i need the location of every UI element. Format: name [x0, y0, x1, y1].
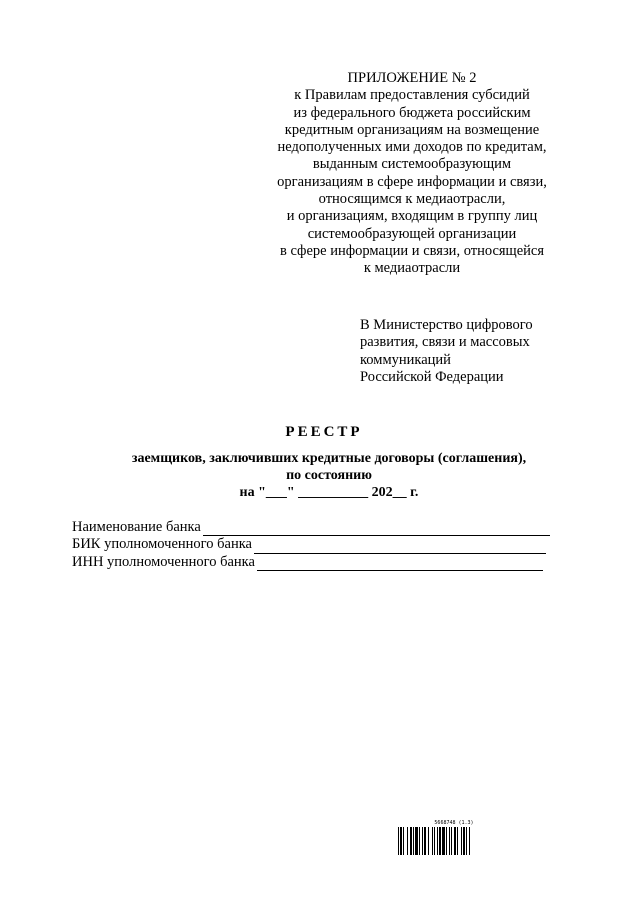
bik-label: БИК уполномоченного банка — [72, 536, 252, 553]
inn-row — [72, 554, 572, 571]
bank-name-blank — [203, 523, 550, 536]
barcode-icon — [398, 827, 510, 855]
bank-fields — [72, 519, 572, 571]
appendix-line: выданным системообразующим — [312, 156, 512, 173]
appendix-heading: ПРИЛОЖЕНИЕ № 2 — [347, 70, 477, 86]
appendix-line: кредитным организациям на возмещение — [284, 121, 540, 138]
document-barcode — [398, 819, 510, 855]
bank-name-label: Наименование банка — [72, 519, 201, 535]
appendix-line: относящимся к медиаотрасли, — [318, 191, 506, 208]
appendix-line: системообразующей организации — [307, 225, 517, 242]
barcode-bar — [470, 827, 471, 855]
appendix-line: организациям в сфере информации и связи, — [277, 173, 547, 190]
addressee-line: Российской Федерации — [360, 368, 504, 385]
register-subtitle — [0, 450, 640, 501]
appendix-line: к медиаотрасли — [363, 260, 461, 277]
inn-blank — [257, 558, 543, 571]
register-subtitle-line: по состоянию — [286, 468, 372, 483]
appendix-line: в сфере информации и связи, относящейся — [279, 242, 545, 259]
register-title: РЕЕСТР — [285, 424, 363, 440]
barcode-number: 5668748 (1.3) — [434, 820, 474, 826]
bank-name-row — [72, 519, 572, 536]
addressee-line: коммуникаций — [360, 351, 451, 368]
appendix-line: недополученных ими доходов по кредитам, — [277, 139, 547, 156]
appendix-line: и организациям, входящим в группу лиц — [286, 208, 538, 225]
appendix-line: из федерального бюджета российским — [293, 104, 531, 121]
register-subtitle-line: заемщиков, заключивших кредитные договоры (соглашения), — [131, 451, 527, 466]
appendix-line: к Правилам предоставления субсидий — [294, 87, 530, 104]
bik-blank — [254, 541, 546, 554]
addressee-line: развития, связи и массовых — [360, 334, 530, 351]
addressee-line: В Министерство цифрового — [360, 317, 533, 333]
register-date-line: на "___" __________ 202__ г. — [239, 485, 419, 500]
inn-label: ИНН уполномоченного банка — [72, 553, 255, 570]
addressee-block — [360, 317, 600, 386]
appendix-block — [262, 70, 562, 278]
bik-row — [72, 536, 572, 553]
